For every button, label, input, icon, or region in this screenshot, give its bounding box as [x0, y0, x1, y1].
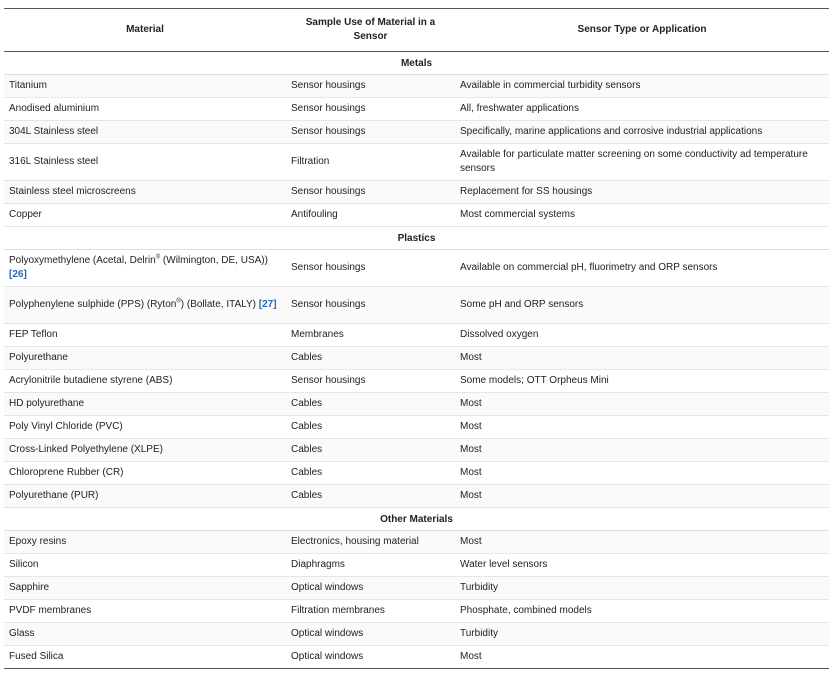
application-cell: Available on commercial pH, fluorimetry and ORP sensors — [455, 250, 829, 287]
material-text: Stainless steel microscreens — [9, 186, 136, 197]
application-cell: Specifically, marine applications and corrosive industrial applications — [455, 121, 829, 144]
table-row — [4, 462, 829, 485]
use-cell: Membranes — [286, 324, 455, 347]
material-text: Anodised aluminium — [9, 103, 100, 114]
use-cell: Cables — [286, 439, 455, 462]
material-text: 316L Stainless steel — [9, 156, 99, 167]
section-title: Plastics — [4, 227, 829, 250]
application-cell: Turbidity — [455, 577, 829, 600]
table-row — [4, 439, 829, 462]
table-row — [4, 416, 829, 439]
material-text: Polyurethane (PUR) — [9, 490, 99, 501]
material-text: Sapphire — [9, 582, 50, 593]
table-row — [4, 324, 829, 347]
table-row — [4, 287, 829, 324]
section-header-row — [4, 508, 829, 531]
table-row — [4, 181, 829, 204]
application-cell: Some pH and ORP sensors — [455, 287, 829, 324]
material-cell — [4, 416, 286, 439]
table-row — [4, 646, 829, 669]
materials-table — [4, 8, 829, 669]
use-cell: Cables — [286, 416, 455, 439]
application-cell: Dissolved oxygen — [455, 324, 829, 347]
material-text: Titanium — [9, 80, 47, 91]
material-text: Cross-Linked Polyethylene (XLPE) — [9, 444, 163, 455]
table-row — [4, 75, 829, 98]
material-cell — [4, 370, 286, 393]
material-cell — [4, 250, 286, 287]
use-cell: Electronics, housing material — [286, 531, 455, 554]
use-cell: Antifouling — [286, 204, 455, 227]
application-cell: Some models; OTT Orpheus Mini — [455, 370, 829, 393]
material-text: Chloroprene Rubber (CR) — [9, 467, 124, 478]
material-cell — [4, 623, 286, 646]
material-text: Polyphenylene sulphide (PPS) (Ryton — [9, 299, 177, 310]
table-row — [4, 204, 829, 227]
use-cell: Cables — [286, 485, 455, 508]
use-cell: Cables — [286, 347, 455, 370]
use-cell: Sensor housings — [286, 181, 455, 204]
use-cell: Optical windows — [286, 623, 455, 646]
registered-mark: ® — [176, 298, 181, 305]
application-cell: Most — [455, 439, 829, 462]
use-cell: Optical windows — [286, 646, 455, 669]
use-cell: Filtration membranes — [286, 600, 455, 623]
application-cell: Most — [455, 531, 829, 554]
material-text: Poly Vinyl Chloride (PVC) — [9, 421, 123, 432]
application-cell: Most — [455, 347, 829, 370]
material-cell — [4, 287, 286, 324]
section-title: Other Materials — [4, 508, 829, 531]
table-row — [4, 600, 829, 623]
application-cell: Phosphate, combined models — [455, 600, 829, 623]
header-use: Sample Use of Material in a Sensor — [286, 9, 455, 52]
application-cell: Most — [455, 485, 829, 508]
use-cell: Filtration — [286, 144, 455, 181]
application-cell: Available for particulate matter screening on some conductivity ad temperature sensors — [455, 144, 829, 181]
use-cell: Sensor housings — [286, 98, 455, 121]
section-header-row — [4, 227, 829, 250]
application-cell: Most commercial systems — [455, 204, 829, 227]
table-row — [4, 370, 829, 393]
use-cell: Sensor housings — [286, 121, 455, 144]
use-cell: Cables — [286, 393, 455, 416]
table-row — [4, 98, 829, 121]
material-text: Copper — [9, 209, 42, 220]
material-cell — [4, 144, 286, 181]
use-cell: Sensor housings — [286, 370, 455, 393]
registered-mark: ® — [155, 254, 161, 261]
material-text: Glass — [9, 628, 35, 639]
application-cell: Replacement for SS housings — [455, 181, 829, 204]
table-row — [4, 144, 829, 181]
table-row — [4, 623, 829, 646]
header-application: Sensor Type or Application — [455, 9, 829, 52]
material-cell — [4, 600, 286, 623]
table-row — [4, 393, 829, 416]
material-text: HD polyurethane — [9, 398, 85, 409]
use-cell: Sensor housings — [286, 287, 455, 324]
material-cell — [4, 531, 286, 554]
material-text-after: ) (Bollate, ITALY) — [180, 299, 259, 310]
table-row — [4, 531, 829, 554]
table-row — [4, 554, 829, 577]
header-row — [4, 9, 829, 52]
reference-link[interactable]: [26] — [9, 269, 27, 280]
material-text: Epoxy resins — [9, 536, 67, 547]
use-cell: Cables — [286, 462, 455, 485]
application-cell: Available in commercial turbidity sensors — [455, 75, 829, 98]
material-text: Polyurethane — [9, 352, 68, 363]
material-cell — [4, 204, 286, 227]
application-cell: Most — [455, 646, 829, 669]
material-text: Polyoxymethylene (Acetal, Delrin — [9, 255, 156, 266]
application-cell: Water level sensors — [455, 554, 829, 577]
use-cell: Sensor housings — [286, 75, 455, 98]
material-cell — [4, 485, 286, 508]
material-text: 304L Stainless steel — [9, 126, 99, 137]
table-row — [4, 577, 829, 600]
material-cell — [4, 121, 286, 144]
material-text: Silicon — [9, 559, 39, 570]
material-text: Fused Silica — [9, 651, 64, 662]
table-row — [4, 250, 829, 287]
material-cell — [4, 646, 286, 669]
application-cell: Most — [455, 393, 829, 416]
table-row — [4, 485, 829, 508]
application-cell: Most — [455, 416, 829, 439]
section-title: Metals — [4, 52, 829, 75]
table-row — [4, 347, 829, 370]
material-text: PVDF membranes — [9, 605, 92, 616]
table-row — [4, 121, 829, 144]
header-material: Material — [4, 9, 286, 52]
table-body — [4, 52, 829, 669]
use-cell: Diaphragms — [286, 554, 455, 577]
use-cell: Optical windows — [286, 577, 455, 600]
reference-link[interactable]: [27] — [258, 299, 277, 310]
material-text-after: (Wilmington, DE, USA)) — [160, 255, 268, 266]
material-cell — [4, 98, 286, 121]
material-text: FEP Teflon — [9, 329, 58, 340]
material-text: Acrylonitrile butadiene styrene (ABS) — [9, 375, 173, 386]
material-cell — [4, 462, 286, 485]
material-cell — [4, 347, 286, 370]
material-cell — [4, 181, 286, 204]
material-cell — [4, 75, 286, 98]
materials-table-container — [4, 8, 829, 669]
application-cell: All, freshwater applications — [455, 98, 829, 121]
material-cell — [4, 439, 286, 462]
section-header-row — [4, 52, 829, 75]
material-cell — [4, 393, 286, 416]
use-cell: Sensor housings — [286, 250, 455, 287]
material-cell — [4, 324, 286, 347]
material-cell — [4, 554, 286, 577]
application-cell: Turbidity — [455, 623, 829, 646]
application-cell: Most — [455, 462, 829, 485]
material-cell — [4, 577, 286, 600]
